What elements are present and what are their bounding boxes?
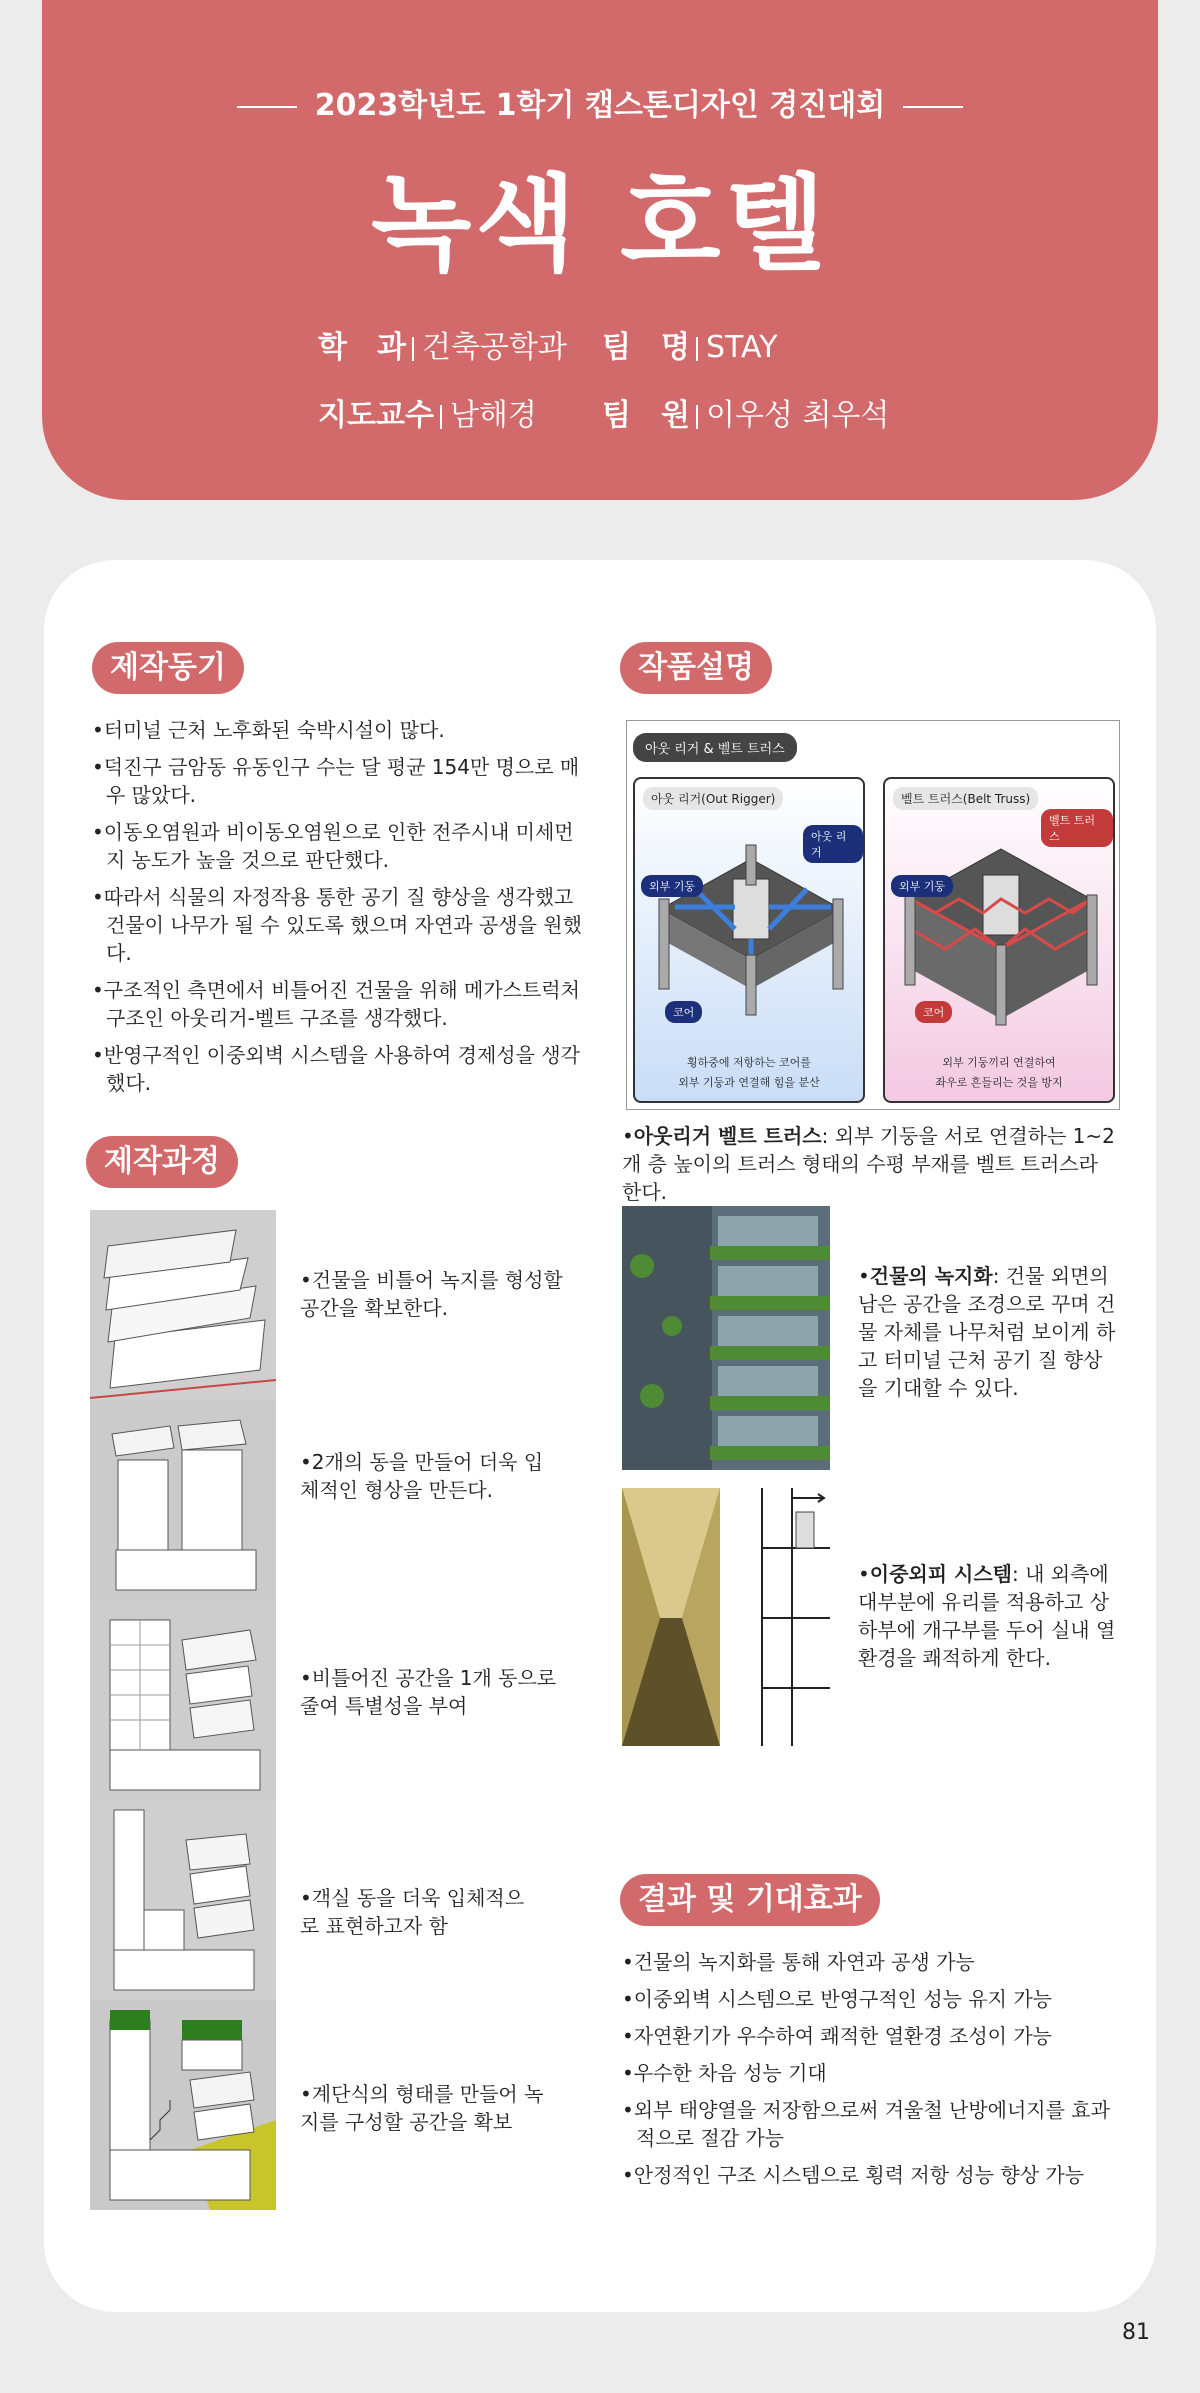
belt-truss-caption — [885, 1053, 1113, 1093]
project-title: 녹색 호텔 — [370, 163, 830, 285]
outer-column-tag: 외부 기둥 — [641, 875, 703, 897]
result-list — [622, 1948, 1122, 2198]
single-twist-illustration — [90, 1600, 276, 1800]
team-label: 팀 명 — [602, 330, 690, 365]
outrigger-caption — [635, 1053, 863, 1093]
belt-truss-tag: 벨트 트러스 — [1041, 809, 1113, 847]
competition-kicker — [42, 80, 1158, 124]
motivation-list — [92, 716, 592, 1106]
team-row — [602, 322, 778, 366]
list-item: • 반영구적인 이중외벽 시스템을 사용하여 경제성을 생각했다. — [92, 1041, 592, 1097]
process-model-image-3 — [90, 1600, 276, 1800]
list-item: • 따라서 식물의 자정작용 통한 공기 질 향상을 생각했고 건물이 나무가 될 수 있도록 했으며 자연과 공생을 원했다. — [92, 883, 592, 967]
dept-value: 건축공학과 — [421, 330, 567, 365]
dept-row — [318, 322, 567, 366]
double-skin-desc: : 내 외측에 대부분에 유리를 적용하고 상하부에 개구부를 두어 실내 열환경을 쾌적하게 한다. — [858, 1562, 1116, 1670]
outrigger-panel — [633, 777, 865, 1103]
room-wing-illustration — [90, 1800, 276, 2000]
double-skin-term: 이중외피 시스템 — [869, 1562, 1012, 1586]
divider — [696, 337, 698, 361]
members-label: 팀 원 — [602, 398, 690, 433]
caption-line: 외부 기둥끼리 연결하여 — [942, 1056, 1056, 1069]
list-item: • 건물의 녹지화를 통해 자연과 공생 가능 — [622, 1948, 1122, 1976]
core-tag: 코어 — [915, 1001, 952, 1023]
dept-label: 학 과 — [318, 330, 406, 365]
outrigger-tag: 아웃 리거 — [803, 825, 863, 863]
divider — [412, 337, 414, 361]
header-banner — [42, 0, 1158, 500]
list-item: • 덕진구 금암동 유동인구 수는 달 평균 154만 명으로 매우 많았다. — [92, 753, 592, 809]
double-skin-section-drawing — [752, 1488, 832, 1746]
process-model-image-2 — [90, 1400, 276, 1600]
advisor-label: 지도교수 — [318, 398, 434, 433]
double-skin-description: •이중외피 시스템: 내 외측에 대부분에 유리를 적용하고 상하부에 개구부를 두어 실내 열환경을 쾌적하게 한다. — [858, 1562, 1116, 1670]
green-desc: : 건물 외면의 남은 공간을 조경으로 꾸며 건물 자체를 나무처럼 보이게 하고 터미널 근처 공기 질 향상을 기대할 수 있다. — [858, 1264, 1116, 1400]
stepped-green-illustration — [90, 2000, 276, 2210]
work-heading: 작품설명 — [620, 642, 772, 694]
green-term: 건물의 녹지화 — [869, 1264, 993, 1288]
twisted-mass-illustration — [90, 1210, 276, 1400]
motivation-heading: 제작동기 — [92, 642, 244, 694]
result-heading: 결과 및 기대효과 — [620, 1874, 880, 1926]
list-item: • 안정적인 구조 시스템으로 횡력 저항 성능 향상 가능 — [622, 2161, 1122, 2189]
outrigger-desc: : 외부 기둥을 서로 연결하는 1~2개 층 높이의 트러스 형태의 수평 부재를 벨트 트러스라 한다. — [622, 1124, 1115, 1204]
two-tower-illustration — [90, 1400, 276, 1600]
process-heading: 제작과정 — [86, 1136, 238, 1188]
list-item: • 외부 태양열을 저장함으로써 겨울철 난방에너지를 효과적으로 절감 가능 — [622, 2096, 1122, 2152]
double-skin-interior-photo — [622, 1488, 720, 1746]
page-number: 81 — [1122, 2320, 1150, 2345]
corridor-photo — [622, 1488, 720, 1746]
list-item: • 이중외벽 시스템으로 반영구적인 성능 유지 가능 — [622, 1985, 1122, 2013]
caption-line: 좌우로 흔들리는 것을 방지 — [935, 1076, 1063, 1089]
process-step-5: • 계단식의 형태를 만들어 녹지를 구성할 공간을 확보 — [300, 2080, 560, 2136]
members-row — [602, 390, 889, 434]
divider — [440, 405, 442, 429]
caption-line: 횡하중에 저항하는 코어를 — [687, 1056, 811, 1069]
list-item: • 터미널 근처 노후화된 숙박시설이 많다. — [92, 716, 592, 744]
outrigger-term: 아웃리거 벨트 트러스 — [633, 1124, 822, 1148]
green-building-photo — [622, 1206, 830, 1470]
list-item: • 자연환기가 우수하여 쾌적한 열환경 조성이 가능 — [622, 2022, 1122, 2050]
process-step-3: • 비틀어진 공간을 1개 동으로 줄여 특별성을 부여 — [300, 1664, 560, 1720]
outrigger-description: •아웃리거 벨트 트러스: 외부 기둥을 서로 연결하는 1~2개 층 높이의 트러스 형태의 수평 부재를 벨트 트러스라 한다. — [622, 1124, 1115, 1204]
core-tag: 코어 — [665, 1001, 702, 1023]
advisor-row — [318, 390, 537, 434]
belt-truss-panel-title: 벨트 트러스(Belt Truss) — [893, 787, 1038, 810]
process-step-1: • 건물을 비틀어 녹지를 형성할 공간을 확보한다. — [300, 1266, 580, 1322]
caption-line: 외부 기둥과 연결해 힘을 분산 — [678, 1076, 820, 1089]
outrigger-panel-title: 아웃 리거(Out Rigger) — [643, 787, 783, 810]
process-model-image-1 — [90, 1210, 276, 1400]
kicker-line-right — [903, 106, 963, 108]
process-model-image-4 — [90, 1800, 276, 2000]
process-step-4: • 객실 동을 더욱 입체적으로 표현하고자 함 — [300, 1884, 540, 1940]
green-facade-photo — [622, 1206, 830, 1470]
belt-truss-panel — [883, 777, 1115, 1103]
list-item: • 이동오염원과 비이동오염원으로 인한 전주시내 미세먼지 농도가 높을 것으로 판단했다. — [92, 818, 592, 874]
process-model-image-5 — [90, 2000, 276, 2210]
kicker-line-left — [237, 106, 297, 108]
diagram-header: 아웃 리거 & 벨트 트러스 — [633, 733, 797, 762]
outer-column-tag: 외부 기둥 — [891, 875, 953, 897]
advisor-value: 남해경 — [449, 398, 537, 433]
section-drawing — [752, 1488, 832, 1746]
outrigger-belt-truss-diagram — [626, 720, 1120, 1110]
process-step-2: • 2개의 동을 만들어 더욱 입체적인 형상을 만든다. — [300, 1448, 560, 1504]
team-value: STAY — [705, 330, 778, 365]
kicker-text: 2023학년도 1학기 캡스톤디자인 경진대회 — [314, 88, 886, 123]
green-description: •건물의 녹지화: 건물 외면의 남은 공간을 조경으로 꾸며 건물 자체를 나무처럼 보이게 하고 터미널 근처 공기 질 향상을 기대할 수 있다. — [858, 1264, 1116, 1400]
members-value: 이우성 최우석 — [705, 398, 890, 433]
list-item: • 우수한 차음 성능 기대 — [622, 2059, 1122, 2087]
list-item: • 구조적인 측면에서 비틀어진 건물을 위해 메가스트럭처 구조인 아웃리거-벨트 구조를 생각했다. — [92, 976, 592, 1032]
divider — [696, 405, 698, 429]
